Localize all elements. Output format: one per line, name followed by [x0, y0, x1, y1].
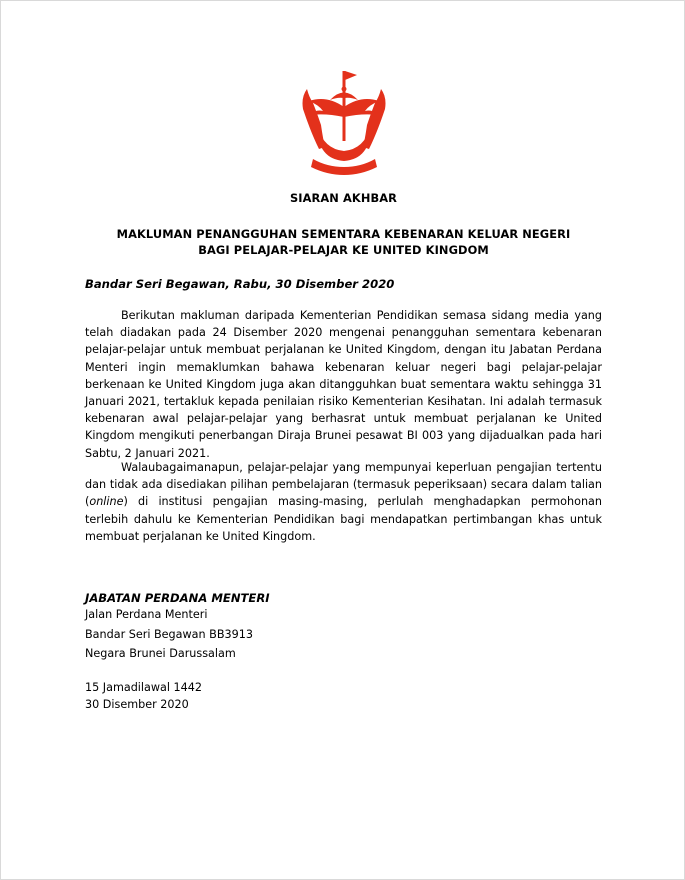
body-paragraph-1	[85, 307, 602, 462]
issuing-office: JABATAN PERDANA MENTERI	[85, 591, 270, 605]
headline-line-2: BAGI PELAJAR-PELAJAR KE UNITED KINGDOM	[198, 243, 489, 257]
gregorian-date: 30 Disember 2020	[85, 698, 189, 711]
paragraph-2-italic-term: online	[89, 495, 124, 509]
brunei-crest-icon	[297, 67, 391, 179]
press-release-label: SIARAN AKHBAR	[289, 191, 398, 205]
dateline: Bandar Seri Begawan, Rabu, 30 Disember 2020	[85, 277, 395, 291]
body-paragraph-2	[85, 459, 602, 545]
paragraph-2-text-start: Walaubagaimanapun, pelajar-pelajar yang mempunyai keperluan pengajian tertentu dan tidak ada disediakan pilihan pembelajaran (termasuk peperiksaan) secara dalam talian (	[85, 461, 602, 509]
paragraph-1-text: Berikutan makluman daripada Kementerian Pendidikan semasa sidang media yang telah diadakan pada 24 Disember 2020 mengenai penangguhan sementara kebenaran pelajar-pelajar untuk membuat perjalanan ke United Kingdom, dengan itu Jabatan Perdana Menteri ingin memaklumkan bahawa kebenaran keluar negeri bagi pelajar-pelajar berkenaan ke United Kingdom juga akan ditangguhkan buat sementara waktu sehingga 31 Januari 2021, tertakluk kepada penilaian risiko Kementerian Kesihatan. Ini adalah termasuk kebenaran awal pelajar-pelajar yang berhasrat untuk membuat perjalanan ke United Kingdom mengikuti penerbangan Diraja Brunei pesawat BI 003 yang dijadualkan pada hari Sabtu, 2 Januari 2021.	[85, 309, 602, 460]
hijri-date: 15 Jamadilawal 1442	[85, 681, 203, 694]
address-line-1: Jalan Perdana Menteri	[85, 608, 208, 621]
address-line-3: Negara Brunei Darussalam	[85, 647, 236, 660]
address-line-2: Bandar Seri Begawan BB3913	[85, 628, 253, 641]
headline-line-1: MAKLUMAN PENANGGUHAN SEMENTARA KEBENARAN KELUAR NEGERI	[116, 227, 571, 241]
paragraph-2-text-end: ) di institusi pengajian masing-masing, perlulah menghadapkan permohonan terlebih dahulu ke Kementerian Pendidikan bagi mendapatkan pertimbangan khas untuk membuat perjalanan ke United Kingdom.	[85, 495, 602, 543]
